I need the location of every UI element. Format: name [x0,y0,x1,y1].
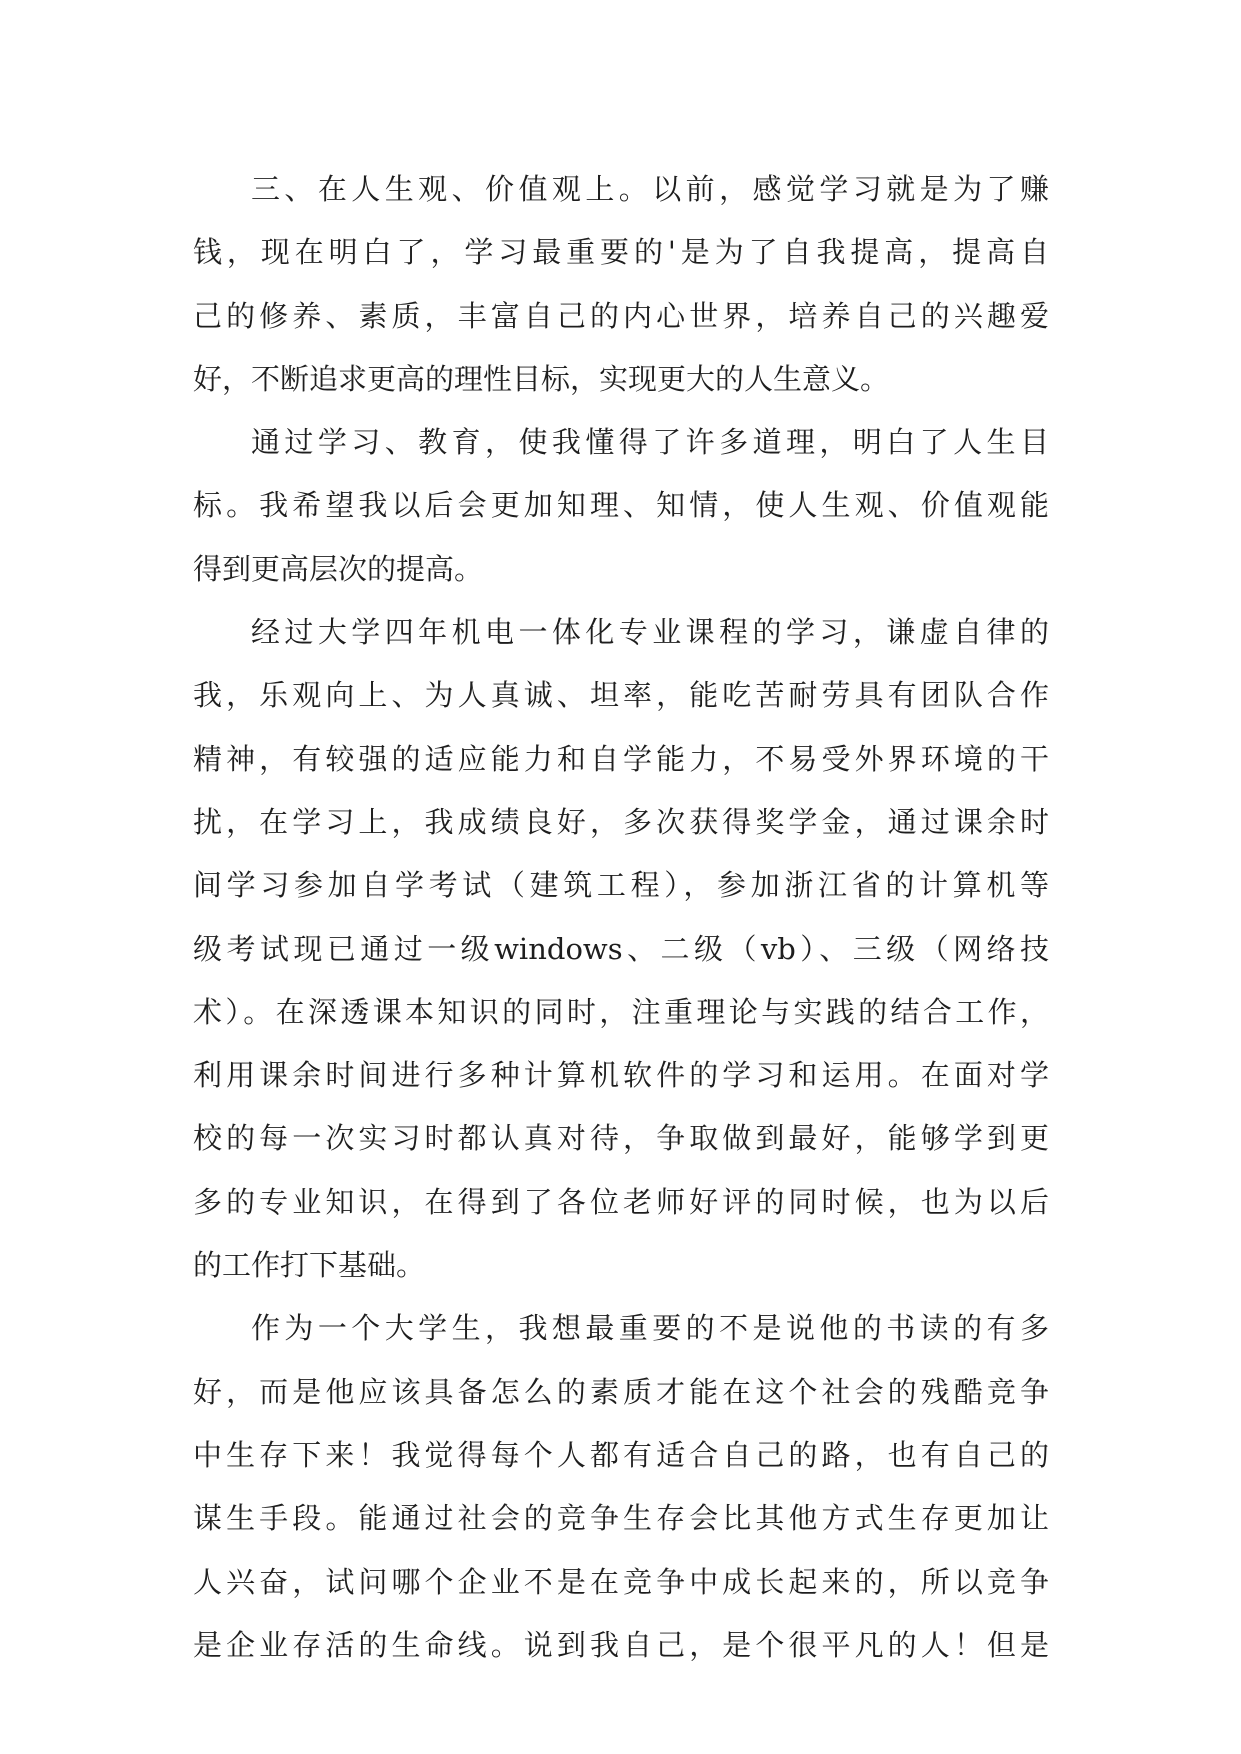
text-line: 好，不断追求更高的理性目标，实现更大的人生意义。 [193,361,890,396]
text-line: 作为一个大学生，我想最重要的不是说他的书读的有多 [251,1311,1049,1346]
text-line: 三、在人生观、价值观上。以前，感觉学习就是为了赚 [251,172,1049,206]
text-line: 是企业存活的生命线。说到我自己，是个很平凡的人！但是 [193,1627,1049,1662]
text-line: 好，而是他应该具备怎么的素质才能在这个社会的残酷竞争 [193,1374,1049,1409]
text-line: 扰，在学习上，我成绩良好，多次获得奖学金，通过课余时 [193,804,1049,839]
text-line: 间学习参加自学考试（建筑工程），参加浙江省的计算机等 [193,868,1049,903]
text-line: 钱，现在明白了，学习最重要的'是为了自我提高，提高自 [193,235,1049,270]
paragraph [193,1297,1049,1677]
text-line: 通过学习、教育，使我懂得了许多道理，明白了人生目 [251,425,1049,460]
paragraph [193,601,1049,1297]
text-line: 谋生手段。能通过社会的竞争生存会比其他方式生存更加让 [193,1501,1049,1536]
document-body [193,158,1049,1677]
text-line: 人兴奋，试问哪个企业不是在竞争中成长起来的，所以竞争 [193,1564,1049,1599]
text-line: 精神，有较强的适应能力和自学能力，不易受外界环境的干 [193,741,1049,776]
paragraph [193,158,1049,411]
text-line: 校的每一次实习时都认真对待，争取做到最好，能够学到更 [193,1121,1049,1156]
text-line: 利用课余时间进行多种计算机软件的学习和运用。在面对学 [193,1058,1049,1093]
text-line: 级考试现已通过一级windows、二级（vb）、三级（网络技 [193,931,1049,966]
text-line: 我，乐观向上、为人真诚、坦率，能吃苦耐劳具有团队合作 [193,678,1049,713]
text-line: 得到更高层次的提高。 [193,551,484,586]
paragraph [193,411,1049,601]
text-line: 的工作打下基础。 [193,1248,426,1283]
text-line: 术）。在深透课本知识的同时，注重理论与实践的结合工作， [193,994,1049,1029]
text-line: 标。我希望我以后会更加知理、知情，使人生观、价值观能 [193,488,1049,523]
text-line: 己的修养、素质，丰富自己的内心世界，培养自己的兴趣爱 [193,298,1049,333]
text-line: 经过大学四年机电一体化专业课程的学习，谦虚自律的 [251,615,1049,650]
text-line: 中生存下来！我觉得每个人都有适合自己的路，也有自己的 [193,1437,1049,1472]
text-line: 多的专业知识，在得到了各位老师好评的同时候，也为以后 [193,1184,1049,1219]
